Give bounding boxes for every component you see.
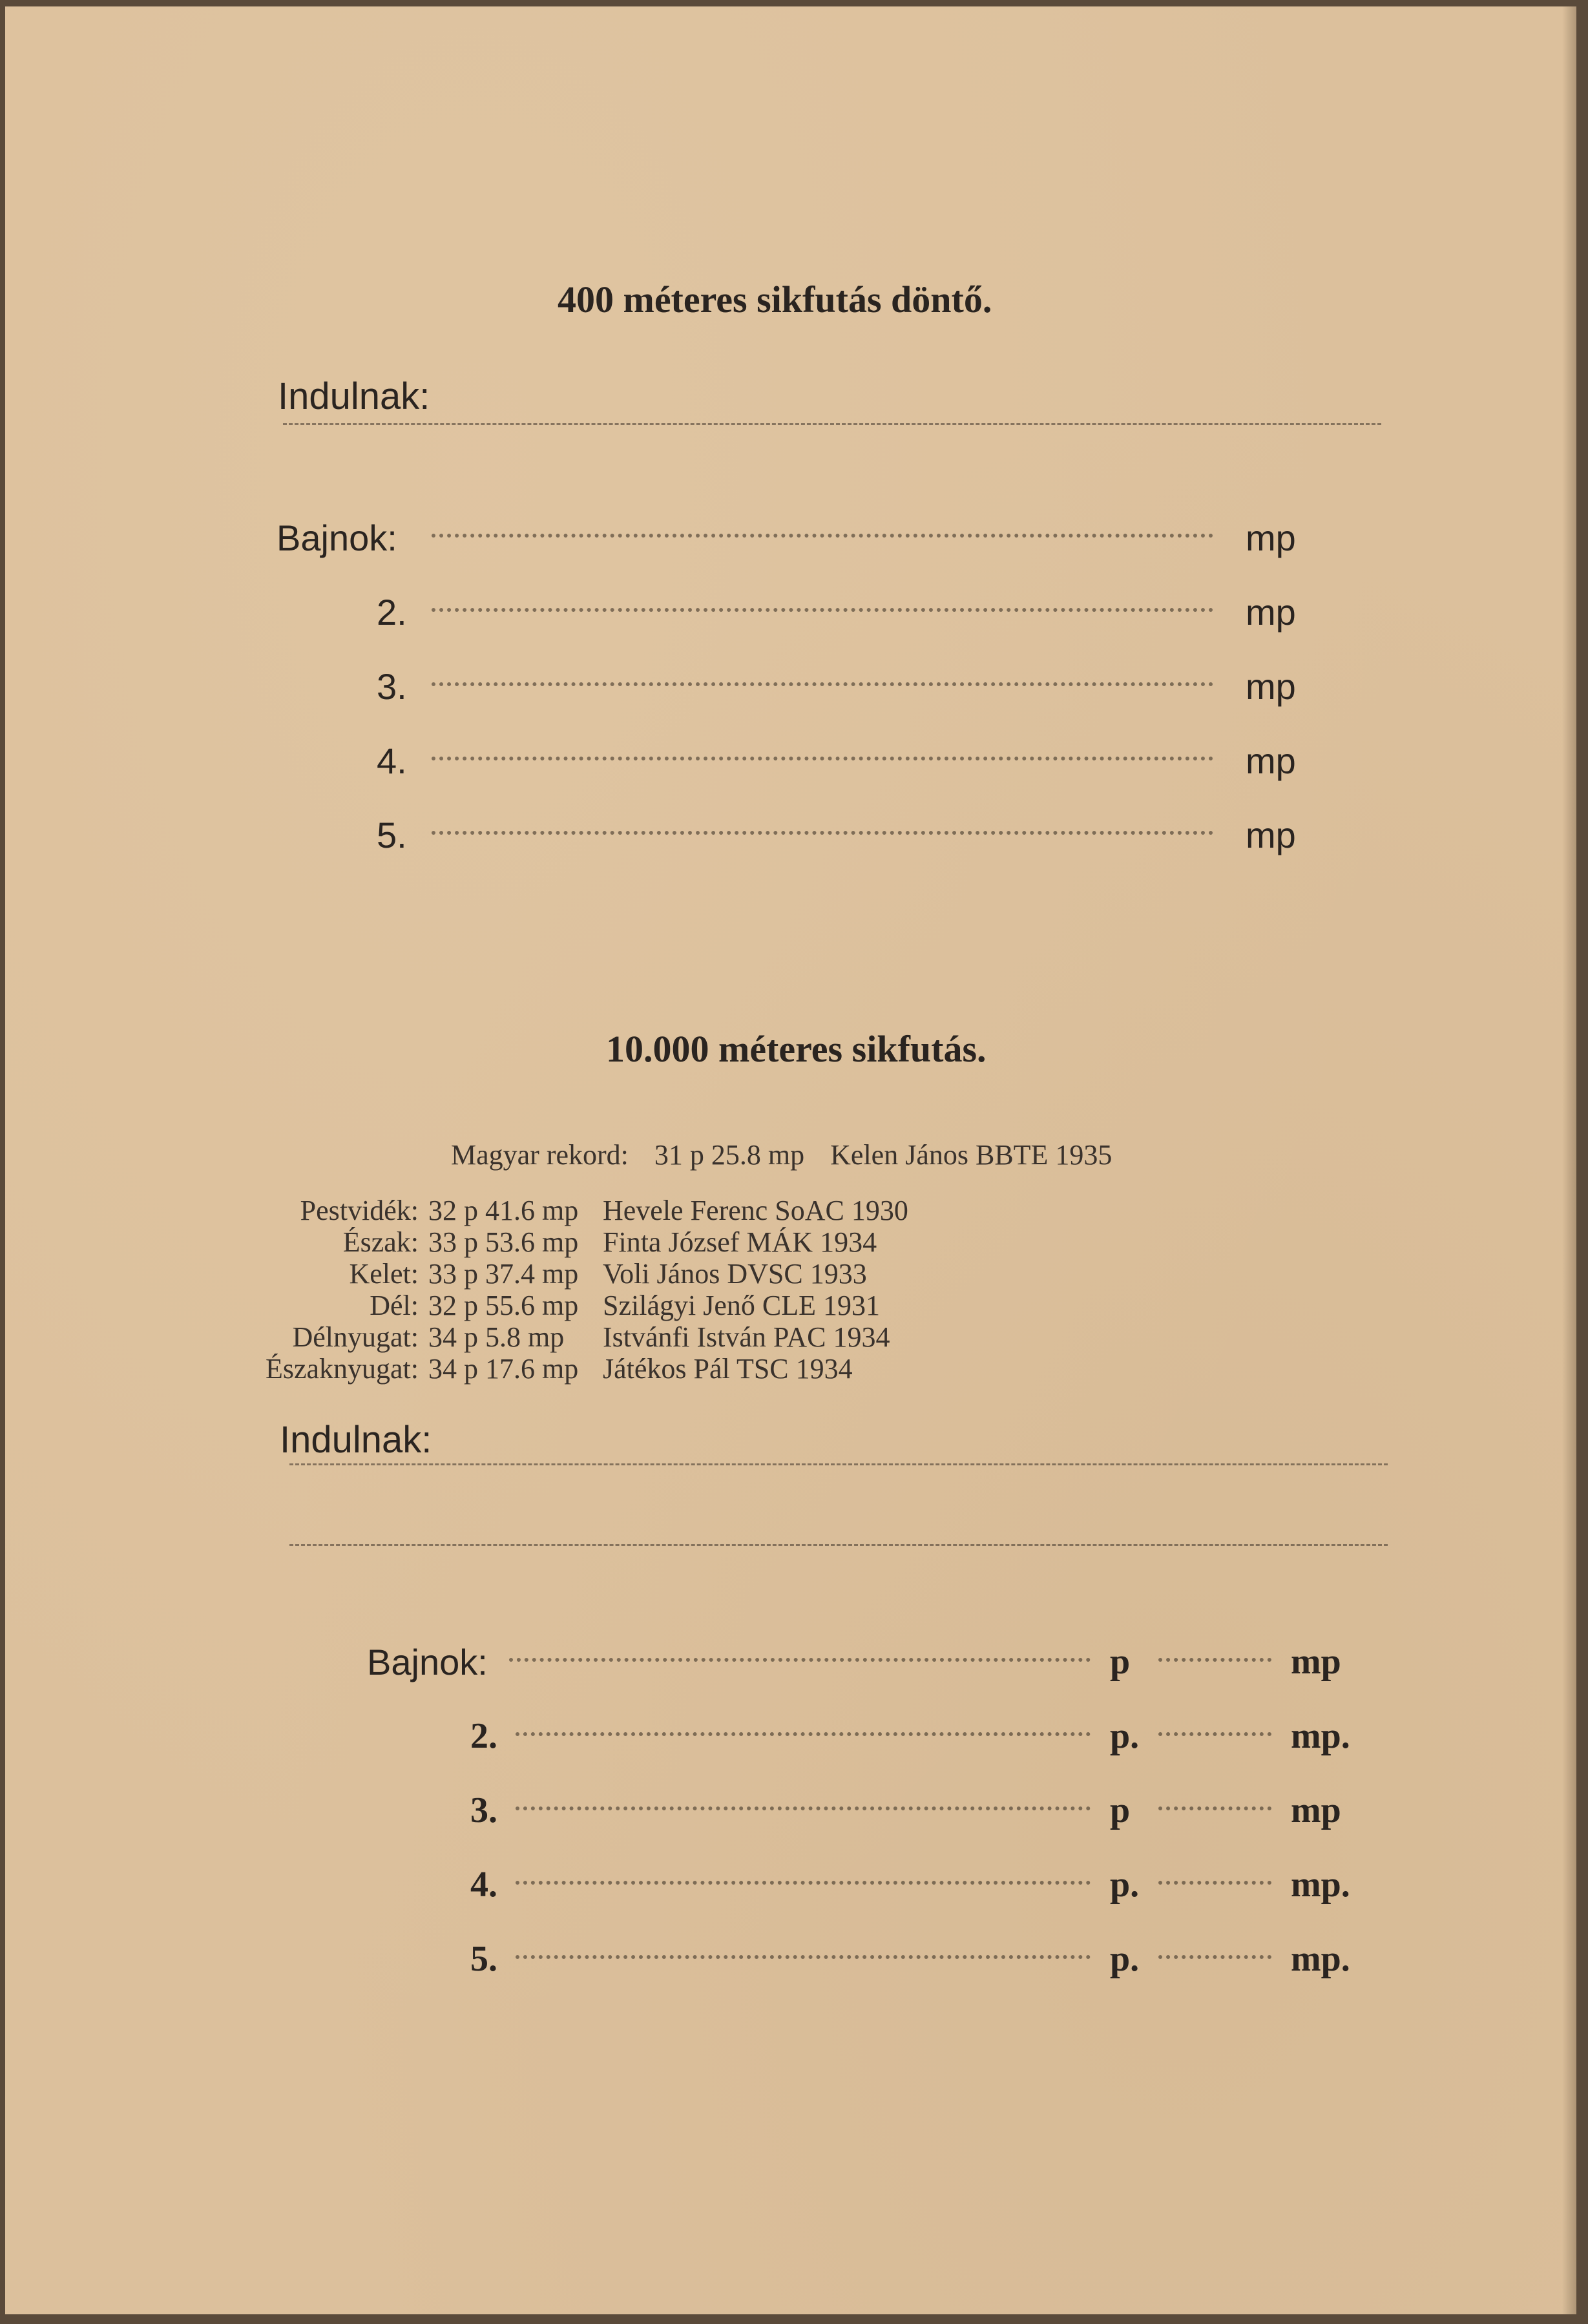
regional-record-time: 32 p 55.6 mp [428, 1290, 579, 1321]
result-unit: mp [1246, 592, 1296, 633]
result-second-unit: mp. [1291, 1939, 1350, 1979]
regional-record-region: Dél: [370, 1290, 419, 1321]
regional-record-region: Észak: [342, 1226, 419, 1258]
result-second-unit: mp [1291, 1790, 1341, 1830]
national-record-time: 31 p 25.8 mp [654, 1139, 805, 1171]
regional-record-time: 34 p 17.6 mp [428, 1353, 579, 1385]
regional-record-holder: Finta József MÁK 1934 [603, 1226, 877, 1258]
result-second-unit: mp. [1291, 1865, 1350, 1905]
regional-record-time: 34 p 5.8 mp [428, 1321, 565, 1353]
result-label: 3. [377, 666, 407, 707]
result-dotted-line [1158, 1732, 1271, 1736]
result-label: 4. [470, 1865, 497, 1905]
regional-record-time: 32 p 41.6 mp [428, 1195, 579, 1226]
result-unit: mp [1246, 518, 1296, 558]
result-unit: mp [1246, 740, 1296, 781]
regional-record-region: Kelet: [349, 1258, 419, 1290]
result-label: 5. [377, 815, 407, 855]
result-minute-unit: p. [1110, 1939, 1140, 1979]
regional-record-holder: Hevele Ferenc SoAC 1930 [603, 1195, 908, 1226]
result-label: 4. [377, 740, 407, 781]
result-minute-unit: p [1110, 1790, 1131, 1830]
result-dotted-line [509, 1658, 1091, 1662]
regional-record-region: Délnyugat: [292, 1321, 419, 1353]
regional-record-region: Északnyugat: [265, 1353, 419, 1385]
result-dotted-line [1158, 1806, 1271, 1810]
result-dotted-line [516, 1806, 1091, 1810]
result-second-unit: mp [1291, 1642, 1341, 1682]
result-dotted-line [432, 682, 1213, 686]
result-dotted-line [432, 831, 1213, 835]
result-dotted-line [432, 534, 1213, 538]
section2-title: 10.000 méteres sikfutás. [606, 1028, 987, 1070]
section2-indulnak-label: Indulnak: [280, 1419, 432, 1461]
regional-record-time: 33 p 53.6 mp [428, 1226, 579, 1258]
result-dotted-line [516, 1732, 1091, 1736]
regional-record-time: 33 p 37.4 mp [428, 1258, 579, 1290]
result-dotted-line [516, 1955, 1091, 1959]
result-label: 2. [377, 592, 407, 633]
section1-indulnak-label: Indulnak: [278, 375, 430, 417]
result-label: 2. [470, 1716, 497, 1756]
result-dotted-line [432, 757, 1213, 760]
result-minute-unit: p. [1110, 1865, 1140, 1905]
result-dotted-line [516, 1881, 1091, 1885]
document-page [5, 6, 1576, 2314]
result-dotted-line [1158, 1881, 1271, 1885]
national-record-holder: Kelen János BBTE 1935 [830, 1139, 1113, 1171]
regional-record-region: Pestvidék: [300, 1195, 419, 1226]
section2-indulnak-line-1 [289, 1463, 1388, 1465]
result-unit: mp [1246, 815, 1296, 855]
result-label: 5. [470, 1939, 497, 1979]
result-dotted-line [432, 608, 1213, 612]
regional-record-holder: Istvánfi István PAC 1934 [603, 1321, 890, 1353]
section1-title: 400 méteres sikfutás döntő. [558, 278, 992, 320]
result-dotted-line [1158, 1658, 1271, 1662]
national-record [451, 1138, 1112, 1171]
result-minute-unit: p. [1110, 1716, 1140, 1756]
result-second-unit: mp. [1291, 1716, 1350, 1756]
result-unit: mp [1246, 666, 1296, 707]
regional-record-holder: Voli János DVSC 1933 [603, 1258, 867, 1290]
result-minute-unit: p [1110, 1642, 1131, 1682]
page-edge-shadow [1562, 6, 1576, 2314]
section2-indulnak-line-2 [289, 1544, 1388, 1546]
national-record-label: Magyar rekord: [451, 1139, 629, 1171]
section1-indulnak-line [283, 423, 1381, 425]
result-label: 3. [470, 1790, 497, 1830]
regional-record-holder: Játékos Pál TSC 1934 [603, 1353, 853, 1385]
result-dotted-line [1158, 1955, 1271, 1959]
regional-record-holder: Szilágyi Jenő CLE 1931 [603, 1290, 880, 1321]
result-label: Bajnok: [367, 1642, 488, 1682]
result-label: Bajnok: [277, 518, 397, 558]
